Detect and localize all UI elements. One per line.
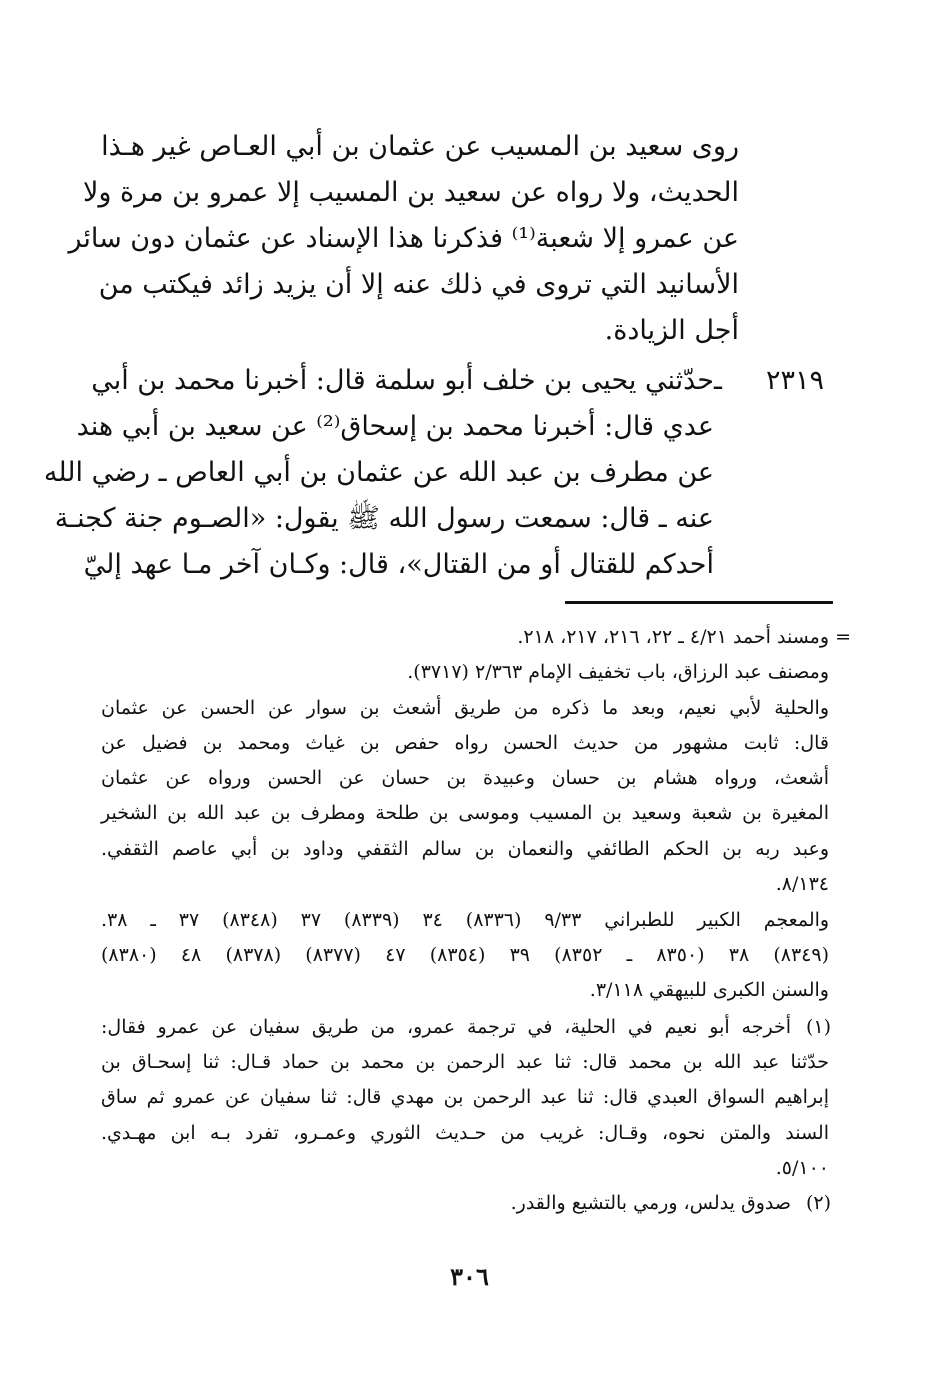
hadith-line: عن مطرف بن عبد الله عن عثمان بن أبي العاص ـ رضي الله: [43, 457, 714, 488]
hadith-line: حدّثني يحيى بن خلف أبو سلمة قال: أخبرنا محمد بن أبي: [91, 365, 714, 396]
body-line: عن عمرو إلا شعبة⁽¹⁾ فذكرنا هذا الإسناد عن عثمان دون سائر: [68, 223, 739, 254]
footnote-line: ومسند أحمد ٤/٢١ ـ ٢٢، ٢١٦، ٢١٧، ٢١٨.: [517, 626, 829, 648]
body-line: روى سعيد بن المسيب عن عثمان بن أبي العـاص غير هـذا: [101, 131, 739, 162]
footnote-line: وعبد ربه بن الحكم الطائفي والنعمان بن سالم الثقفي وداود بن أبي عاصم الثقفي.: [101, 838, 829, 860]
footnote-2-marker: (٢): [805, 1192, 831, 1214]
footnote-line: إبراهيم السواق العبدي قال: ثنا عبد الرحمن بن مهدي قال: ثنا سفيان عن عمرو ثم ساق: [101, 1086, 829, 1108]
footnote-line: أخرجه أبو نعيم في الحلية، في ترجمة عمرو، من طريق سفيان عن عمرو فقال:: [101, 1016, 791, 1038]
footnote-line: والمعجم الكبير للطبراني ٩/٣٣ (٨٣٣٦) ٣٤ (٨٣٣٩) ٣٧ (٨٣٤٨) ٣٧ ـ ٣٨.: [101, 909, 830, 931]
footnote-line: المغيرة بن شعبة وسعيد بن المسيب وموسى بن طلحة ومطرف بن عبد الله بن الشخير: [101, 802, 829, 824]
footnote-line: صدوق يدلس، ورمي بالتشيع والقدر.: [510, 1192, 791, 1214]
page-number: ٣٠٦: [450, 1262, 489, 1291]
footnote-line: أشعث، ورواه هشام بن حسان وعبيدة بن حسان عن الحسن ورواه عن عثمان: [101, 767, 829, 789]
footnote-1-marker: (١): [805, 1016, 831, 1038]
body-line: الحديث، ولا رواه عن سعيد بن المسيب إلا عمرو بن مرة ولا: [83, 177, 739, 208]
footnote-line: والسنن الكبرى للبيهقي ٣/١١٨.: [589, 979, 829, 1001]
footnote-line: والحلية لأبي نعيم، وبعد ما ذكره من طريق أشعث بن سوار عن الحسن عن عثمان: [101, 697, 829, 719]
footnote-line: السند والمتن نحوه، وقـال: غريب من حـديث الثوري وعمـرو، تفرد بـه ابن مهـدي.: [101, 1122, 829, 1144]
hadith-line-row: [54, 496, 824, 544]
footnote-continuation-marker: =: [835, 626, 851, 648]
hadith-line: عدي قال: أخبرنا محمد بن إسحاق⁽²⁾ عن سعيد بن أبي هند: [76, 411, 714, 442]
footnote-line: ٥/١٠٠.: [775, 1157, 829, 1179]
footnote-line: ومصنف عبد الرزاق، باب تخفيف الإمام ٢/٣٦٣ (٣٧١٧).: [407, 661, 829, 683]
body-line: الأسانيد التي تروى في ذلك عنه إلا أن يزيد زائد فيكتب من: [98, 269, 739, 300]
hadith-line-row: [43, 450, 824, 498]
hadith-line: أحدكم للقتال أو من القتال»، قال: وكـان آخر مـا عهد إليّ: [83, 549, 714, 580]
hadith-first-line: [91, 358, 824, 406]
footnote-separator: [565, 601, 833, 604]
footnote-line: قال: ثابت مشهور من حديث الحسن رواه حفص بن غياث ومحمد بن فضيل عن: [101, 732, 829, 754]
hadith-number: ٢٣١٩ ـ: [714, 365, 824, 396]
hadith-line-row: [76, 404, 824, 452]
footnote-line: حدّثنا عبد الله بن محمد قال: ثنا عبد الرحمن بن محمد بن حماد قـال: ثنا إسحـاق بن: [101, 1051, 829, 1073]
footnote-line: ٨/١٣٤.: [775, 873, 829, 895]
footnote-line: (٨٣٤٩) ٣٨ (٨٣٥٠ ـ ٨٣٥٢) ٣٩ (٨٣٥٤) ٤٧ (٨٣٧٧) (٨٣٧٨) ٤٨ (٨٣٨٠): [101, 944, 830, 966]
hadith-line: عنه ـ قال: سمعت رسول الله ﷺ يقول: «الصـوم جنة كجنـة: [54, 503, 714, 534]
body-line: أجل الزيادة.: [604, 315, 739, 346]
hadith-line-row: [83, 542, 824, 590]
